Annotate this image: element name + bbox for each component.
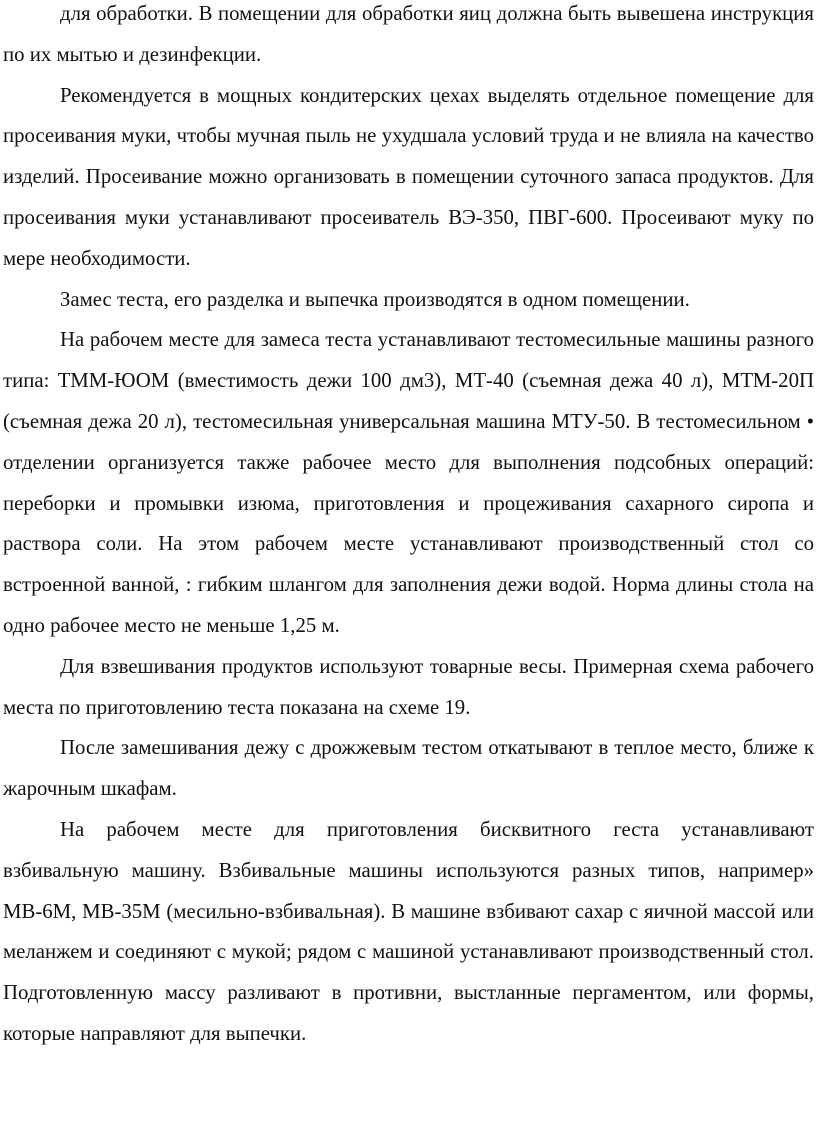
paragraph-yeast-dough-proofing: После замешивания дежу с дрожжевым тестом откатывают в теплое место, ближе к жарочным шкафам. [3, 736, 814, 801]
paragraph-egg-processing-instructions: для обработки. В помещении для обработки яиц должна быть вывешена инструкция по их мытью и дезинфекции. [3, 2, 814, 66]
paragraph-weighing-scales: Для взвешивания продуктов используют товарные весы. Примерная схема рабочего места по приготовлению теста показана на схеме 19. [3, 654, 814, 719]
paragraph-flour-sifting: Рекомендуется в мощных кондитерских цехах выделять отдельное помещение для просеивания муки, чтобы мучная пыль не ухудшала условий труда и не влияла на качество изделий. Просеивание можно организовать в помещении суточного запаса продуктов. Для просеивания муки устанавливают просеиватель ВЭ-350, ПВГ-600. Просеивают муку по мере необходимости. [3, 83, 814, 270]
paragraph-kneading-machines: На рабочем месте для замеса теста устанавливают тестомесильные машины разного типа: ТММ-ЮОМ (вместимость дежи 100 дм3), МТ-40 (съемная дежа 40 л), МТМ-20П (съемная дежа 20 л), тестомесильная универсальная машина МТУ-50. В тестомесильном • отделении организуется также рабочее место для выполнения подсобных операций: переборки и промывки изюма, приготовления и процеживания сахарного сиропа и раствора соли. На этом рабочем месте устанавливают производственный стол со встроенной ванной, : гибким шлангом для заполнения дежи водой. Норма длины стола на одно рабочее место не меньше 1,25 м. [3, 328, 814, 637]
paragraph-sponge-cake-workplace: На рабочем месте для приготовления бисквитного геста устанавливают взбивальную машину. Взбивальные машины используются разных типов, например» МВ-6М, МВ-35М (месильно-взбивальная). В машине взбивают сахар с яичной массой или меланжем и соединяют с мукой; рядом с машиной устанавливают производственный стол. Подготовленную массу разливают в противни, выстланные пергаментом, или формы, которые направляют для выпечки. [3, 817, 814, 1045]
paragraph-dough-kneading-room: Замес теста, его разделка и выпечка производятся в одном помещении. [60, 287, 690, 311]
